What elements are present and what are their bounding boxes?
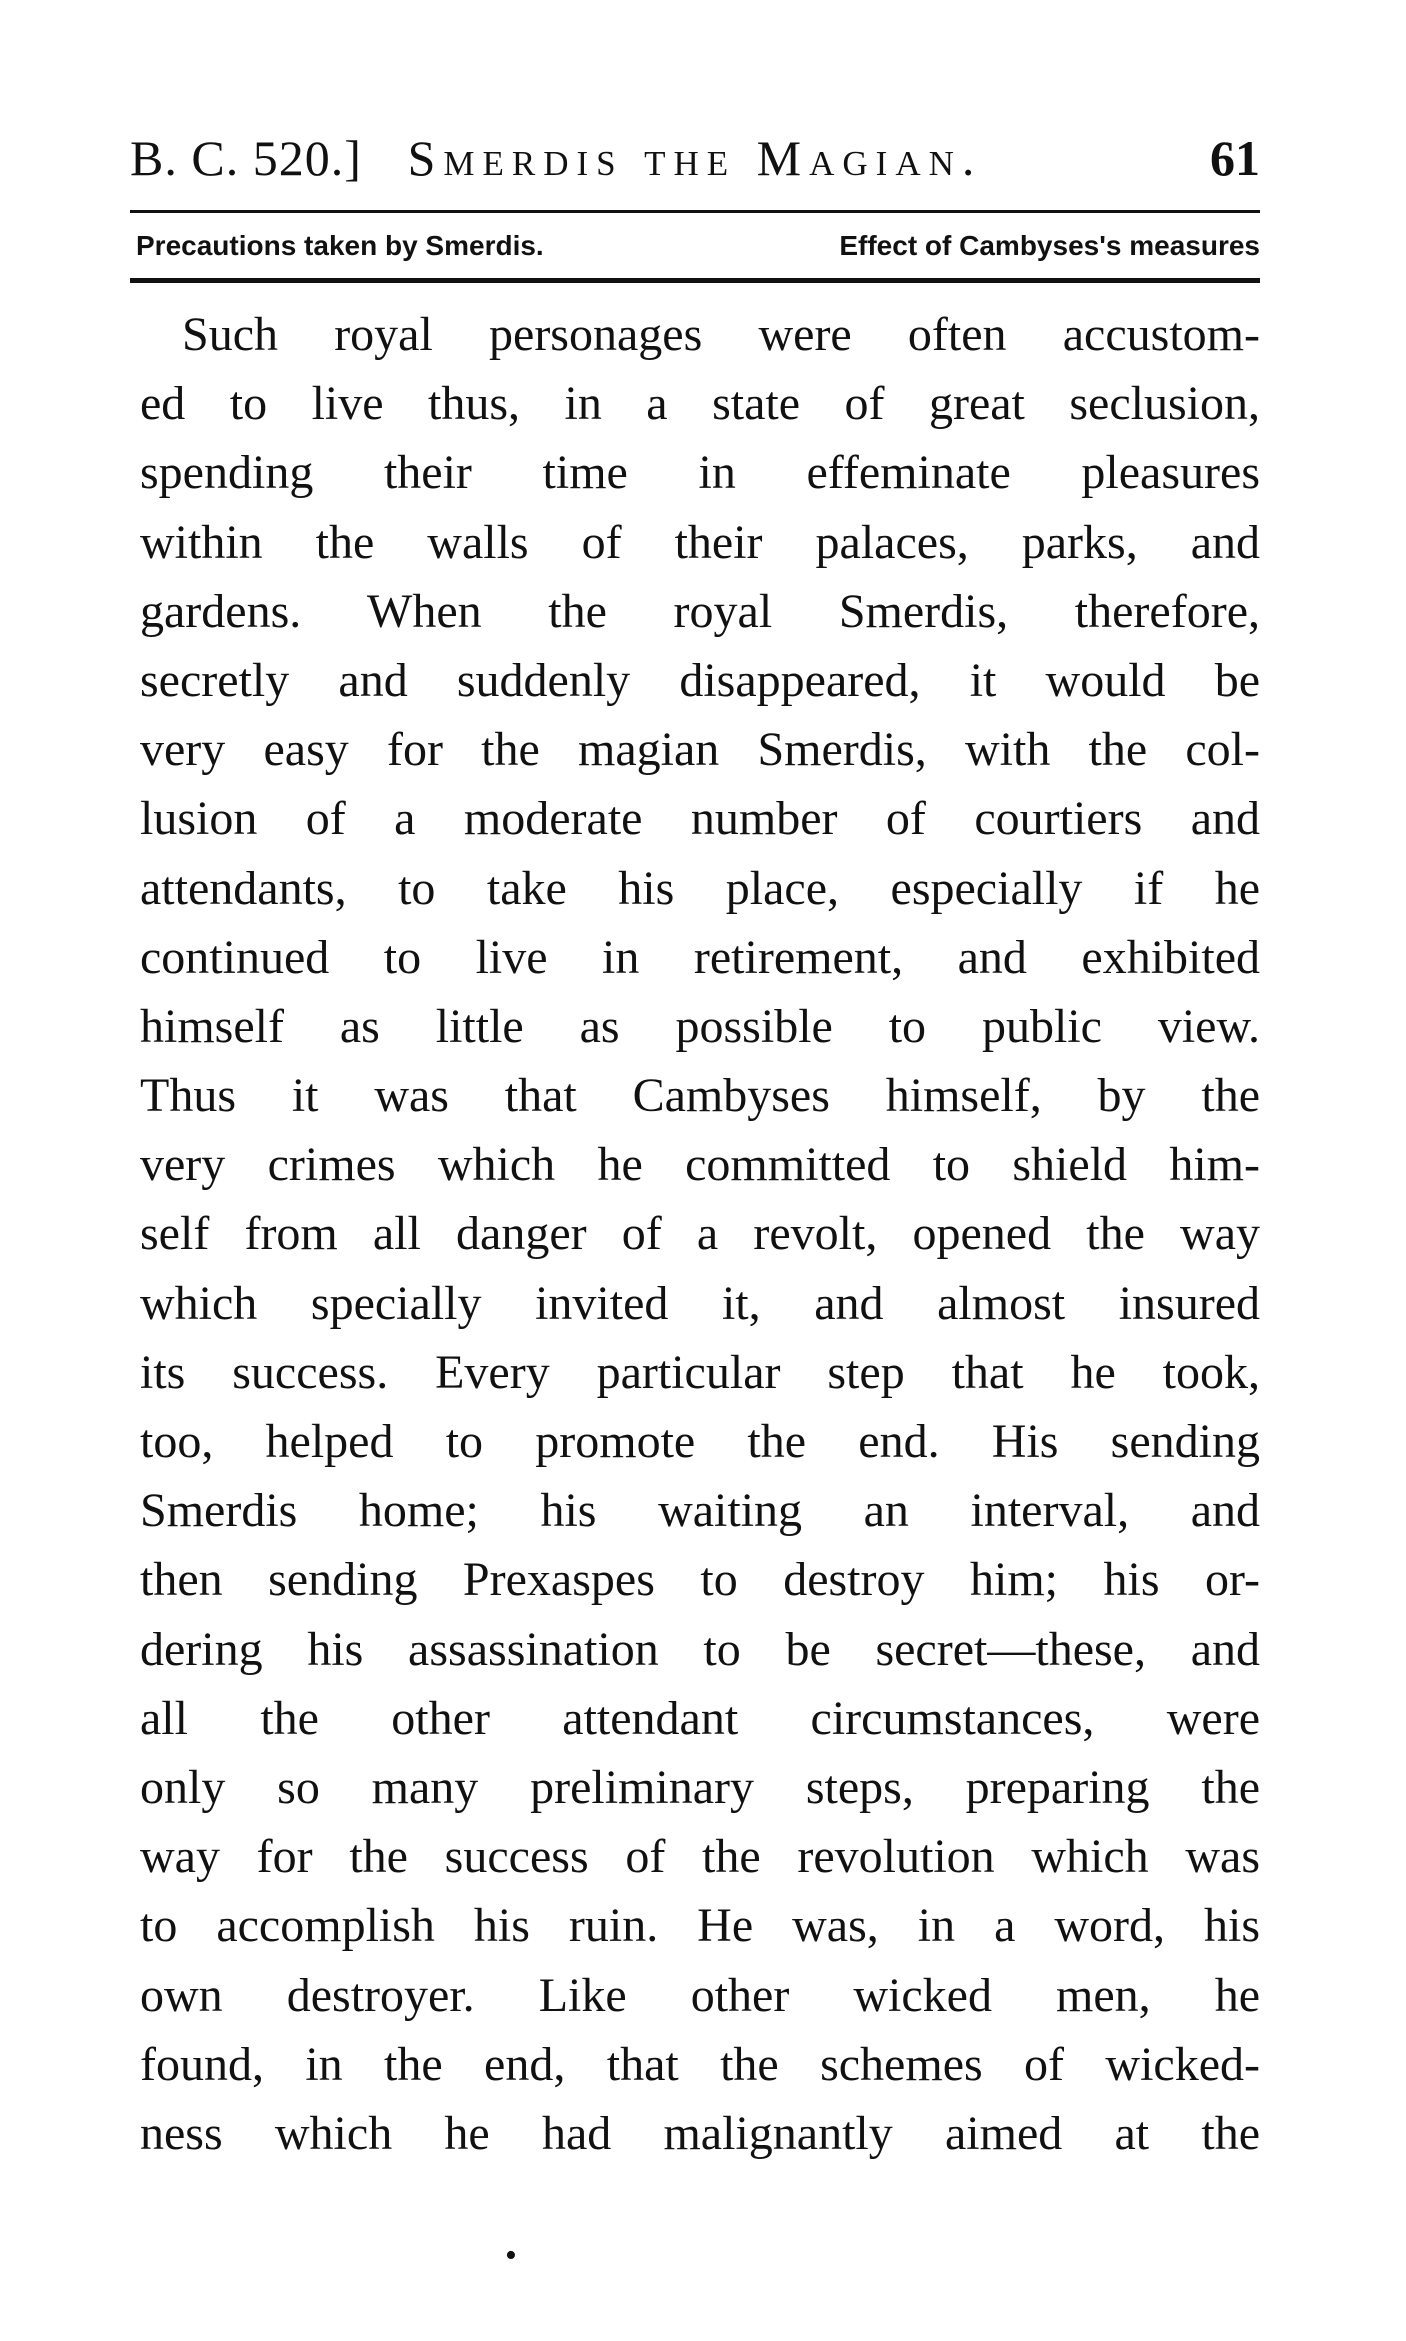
text-line: self from all danger of a revolt, opened the way <box>140 1207 1260 1261</box>
text-line: dering his assassination to be secret—these, and <box>140 1622 1260 1676</box>
text-line: found, in the end, that the schemes of wicked- <box>140 2037 1260 2091</box>
text-line: all the other attendant circumstances, were <box>140 1691 1260 1745</box>
footer-mark: • <box>505 2237 517 2274</box>
text-line: only so many preliminary steps, preparing the <box>140 1760 1260 1814</box>
text-line: to accomplish his ruin. He was, in a word, his <box>140 1899 1260 1953</box>
side-heading-right: Effect of Cambyses's measures <box>839 230 1260 261</box>
text-line: too, helped to promote the end. His sending <box>140 1415 1260 1468</box>
text-line: secretly and suddenly disappeared, it would be <box>140 653 1260 707</box>
text-line: Smerdis home; his waiting an interval, and <box>140 1484 1260 1538</box>
text-line: then sending Prexaspes to destroy him; his or- <box>140 1553 1260 1607</box>
text-line: very crimes which he committed to shield him- <box>140 1138 1260 1192</box>
text-line: lusion of a moderate number of courtiers and <box>140 792 1260 846</box>
text-line: own destroyer. Like other wicked men, he <box>140 1968 1260 2022</box>
text-line: Such royal personages were often accustom- <box>182 308 1260 361</box>
running-head-date: B. C. 520.] <box>130 130 362 186</box>
text-line: ness which he had malignantly aimed at the <box>140 2106 1260 2160</box>
text-line: himself as little as possible to public view. <box>140 999 1260 1053</box>
body-paragraph <box>140 300 1260 2168</box>
text-line: which specially invited it, and almost insured <box>140 1276 1260 1330</box>
text-line: Thus it was that Cambyses himself, by the <box>140 1069 1260 1123</box>
text-line: very easy for the magian Smerdis, with the col- <box>140 723 1260 777</box>
text-line: continued to live in retirement, and exhibited <box>140 930 1260 984</box>
running-head-title: Smerdis the Magian. <box>407 130 983 186</box>
text-line: its success. Every particular step that he took, <box>140 1345 1260 1399</box>
text-line: ed to live thus, in a state of great seclusion, <box>140 377 1260 431</box>
page-number: 61 <box>1210 130 1260 186</box>
text-line: spending their time in effeminate pleasures <box>140 446 1260 500</box>
text-line: within the walls of their palaces, parks, and <box>140 515 1260 569</box>
running-head <box>130 118 1260 198</box>
side-heading-left: Precautions taken by Smerdis. <box>136 230 544 261</box>
text-line: gardens. When the royal Smerdis, therefore, <box>140 584 1260 638</box>
text-line: way for the success of the revolution which was <box>140 1830 1260 1884</box>
text-line: attendants, to take his place, especially if he <box>140 861 1260 915</box>
header-rule-bottom <box>130 278 1260 283</box>
header-rule-top <box>130 210 1260 213</box>
side-headings <box>130 218 1260 274</box>
